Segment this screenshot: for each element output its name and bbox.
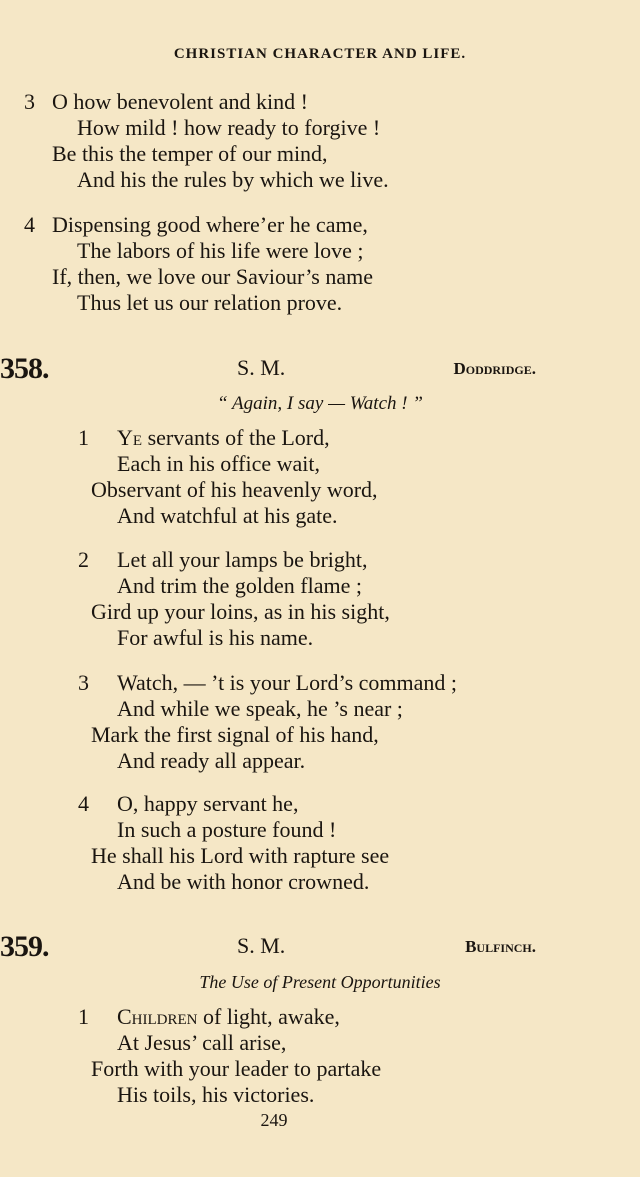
hymn-header [0, 930, 640, 964]
hymn-meter: S. M. [237, 355, 286, 380]
hymn-author: Bulfinch. [465, 937, 536, 956]
verse-line: O, happy servant he, [117, 791, 299, 816]
verse-line: At Jesus’ call arise, [117, 1030, 287, 1055]
stanza-number: 1 [78, 425, 89, 450]
verse-line: Dispensing good where’er he came, [52, 212, 368, 237]
hymn-number: 358. [0, 352, 49, 385]
verse-line: Forth with your leader to partake [91, 1056, 382, 1081]
running-head: CHRISTIAN CHARACTER AND LIFE. [173, 46, 467, 62]
verse-line: Be this the temper of our mind, [52, 141, 328, 166]
stanza [78, 1004, 382, 1108]
verse-line: How mild ! how ready to forgive ! [77, 115, 381, 140]
verse-line: In such a posture found ! [117, 817, 337, 842]
verse-line: If, then, we love our Saviour’s name [52, 264, 373, 289]
stanza-number: 3 [24, 89, 35, 114]
verse-line: servants of the Lord, [147, 425, 330, 450]
stanza [78, 425, 378, 529]
verse-line: Each in his office wait, [117, 451, 321, 476]
stanza-number: 2 [78, 547, 89, 572]
verse-line: Gird up your loins, as in his sight, [91, 599, 390, 624]
verse-line: And while we speak, he ’s near ; [117, 696, 403, 721]
stanza-number: 4 [24, 212, 35, 237]
verse-line: Observant of his heavenly word, [91, 477, 378, 502]
hymn-subtitle: “ Again, I say — Watch ! ” [217, 393, 423, 414]
stanza [78, 670, 457, 774]
verse-line: The labors of his life were love ; [77, 238, 364, 263]
verse-line: For awful is his name. [117, 625, 314, 650]
verse-line: Watch, — ’t is your Lord’s command ; [117, 670, 457, 695]
stanza [78, 547, 390, 651]
stanza-number: 3 [78, 670, 89, 695]
verse-line: And his the rules by which we live. [77, 167, 389, 192]
hymn-subtitle: The Use of Present Opportunities [199, 972, 441, 992]
verse-line: And ready all appear. [117, 748, 306, 773]
verse-line: of light, awake, [203, 1004, 340, 1029]
verse-line: Thus let us our relation prove. [77, 290, 343, 315]
first-word: Ye [117, 425, 143, 450]
verse-line: He shall his Lord with rapture see [91, 843, 390, 868]
verse-line: And trim the golden flame ; [117, 573, 362, 598]
stanza-number: 1 [78, 1004, 89, 1029]
verse-line: And be with honor crowned. [117, 869, 370, 894]
verse-line: O how benevolent and kind ! [52, 89, 308, 114]
stanza-number: 4 [78, 791, 89, 816]
stanza [24, 212, 373, 316]
verse-line: Mark the first signal of his hand, [91, 722, 379, 747]
stanza [24, 89, 389, 193]
verse-line: And watchful at his gate. [117, 503, 338, 528]
hymn-number: 359. [0, 930, 49, 963]
hymn-header [0, 352, 640, 386]
verse-line: Let all your lamps be bright, [117, 547, 368, 572]
hymn-author: Doddridge. [453, 359, 536, 378]
hymn-meter: S. M. [237, 933, 286, 958]
page-number: 249 [260, 1110, 288, 1130]
verse-line: His toils, his victories. [117, 1082, 315, 1107]
first-word: Children [117, 1004, 198, 1029]
stanza [78, 791, 390, 895]
